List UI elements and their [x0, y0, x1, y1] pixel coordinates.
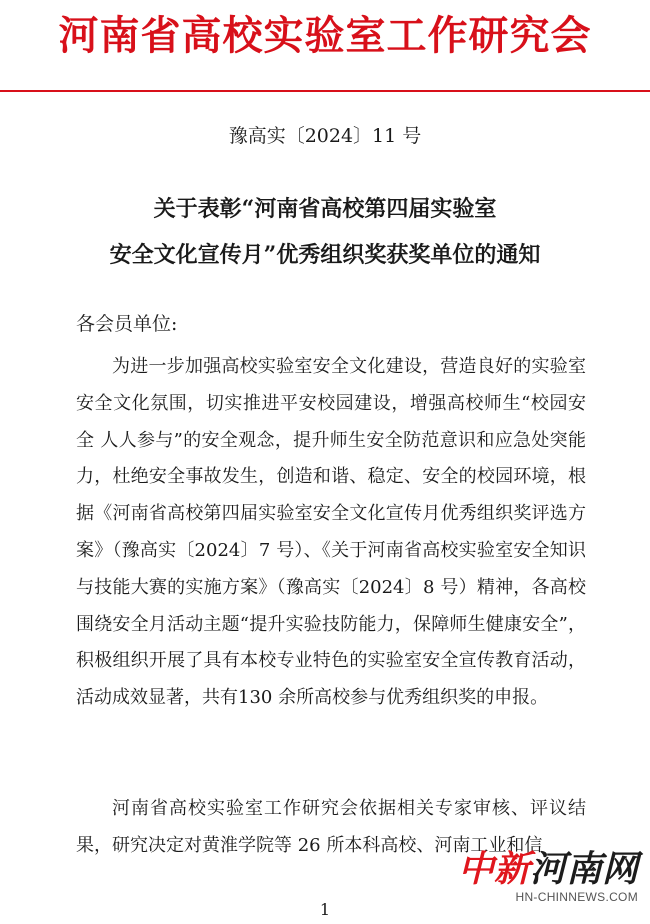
document-title-line-2: 安全文化宣传月”优秀组织奖获奖单位的通知	[109, 242, 541, 268]
watermark-brand-part-2: 河南网	[529, 848, 638, 890]
document-title-line-1: 关于表彰“河南省高校第四届实验室	[153, 196, 497, 222]
red-divider-line	[0, 90, 650, 92]
page-number: 1	[319, 900, 331, 919]
document-number: 豫高实〔2024〕11 号	[228, 125, 422, 147]
document-title	[40, 186, 610, 278]
body-paragraph-1: 为进一步加强高校实验室安全文化建设，营造良好的实验室安全文化氛围，切实推进平安校园建设，增强高校师生“校园安全 人人参与”的安全观念，提升师生安全防范意识和应急处突能力，杜绝安全事故发生，创造和谐、稳定、安全的校园环境，根据《河南省高校第四届实验室安全文化宣传月优秀组织奖评选方案》（豫高实〔2024〕7 号）、《关于河南省高校实验室安全知识与技能大赛的实施方案》（豫高实〔2024〕8 号）精神，各高校围绕安全月活动主题“提升实验技防能力，保障师生健康安全”，积极组织开展了具有本校专业特色的实验室安全宣传教育活动，活动成效显著，共有130 余所高校参与优秀组织奖的申报。	[76, 356, 586, 709]
body-paragraph-2: 河南省高校实验室工作研究会依据相关专家审核、评议结果，研究决定对黄淮学院等 26 所本科高校、河南工业和信	[76, 798, 586, 856]
watermark-brand	[458, 848, 638, 890]
news-site-watermark-logo	[458, 848, 638, 904]
watermark-url: HN-CHINNEWS.COM	[515, 890, 638, 904]
salutation: 各会员单位:	[76, 313, 178, 335]
watermark-brand-part-1: 中新	[457, 848, 530, 890]
masthead-title: 河南省高校实验室工作研究会	[58, 13, 592, 59]
